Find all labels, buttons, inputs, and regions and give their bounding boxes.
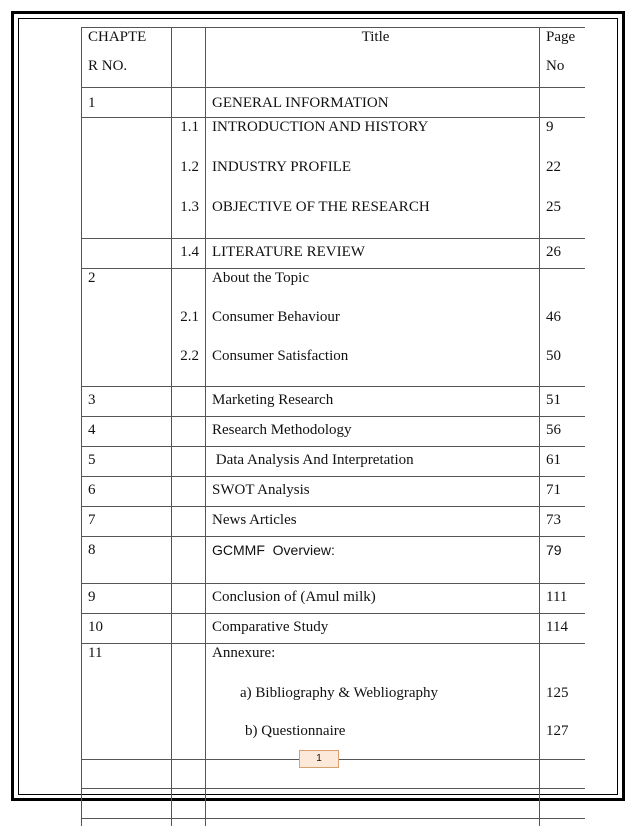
table-row bbox=[82, 477, 586, 507]
page-number: 26 bbox=[540, 239, 586, 269]
chapter-title: Marketing Research bbox=[206, 387, 540, 417]
table-row bbox=[82, 417, 586, 447]
chapter-no-header: CHAPTE R NO. bbox=[82, 28, 172, 88]
chapter-number: 2 bbox=[82, 269, 172, 387]
page-number: 114 bbox=[540, 614, 586, 644]
page-number: 111 bbox=[540, 584, 586, 614]
chapter-title: GENERAL INFORMATION bbox=[206, 88, 540, 118]
chapter-number: 1 bbox=[82, 88, 172, 118]
table-row bbox=[82, 789, 586, 819]
table-row bbox=[82, 447, 586, 477]
table-row bbox=[82, 88, 586, 118]
table-row bbox=[82, 537, 586, 584]
chapter-title: About the Topic Consumer Behaviour Consumer Satisfaction bbox=[206, 269, 540, 387]
page-number: 61 bbox=[540, 447, 586, 477]
chapter-number: 8 bbox=[82, 537, 172, 584]
section-number bbox=[172, 477, 206, 507]
section-number bbox=[172, 387, 206, 417]
section-header bbox=[172, 28, 206, 88]
chapter-title: Research Methodology bbox=[206, 417, 540, 447]
page-number: 73 bbox=[540, 507, 586, 537]
section-number bbox=[172, 88, 206, 118]
section-number bbox=[172, 584, 206, 614]
page-number: 51 bbox=[540, 387, 586, 417]
chapter-number: 6 bbox=[82, 477, 172, 507]
chapter-number: 3 bbox=[82, 387, 172, 417]
chapter-title: Annexure: a) Bibliography & Webliography b) Questionnaire bbox=[206, 644, 540, 760]
chapter-number: 4 bbox=[82, 417, 172, 447]
section-number bbox=[172, 417, 206, 447]
chapter-title: LITERATURE REVIEW bbox=[206, 239, 540, 269]
chapter-title: SWOT Analysis bbox=[206, 477, 540, 507]
table-row bbox=[82, 507, 586, 537]
page-number: 125 127 bbox=[540, 644, 586, 760]
chapter-title: Comparative Study bbox=[206, 614, 540, 644]
table-row bbox=[82, 118, 586, 239]
page-number: 71 bbox=[540, 477, 586, 507]
section-number: 2.1 2.2 bbox=[172, 269, 206, 387]
chapter-title: News Articles bbox=[206, 507, 540, 537]
section-number bbox=[172, 644, 206, 760]
page-number bbox=[540, 88, 586, 118]
chapter-number bbox=[82, 239, 172, 269]
title-header: Title bbox=[206, 28, 540, 88]
page-no-header: Page No bbox=[540, 28, 586, 88]
table-of-contents bbox=[81, 27, 585, 826]
section-number bbox=[172, 614, 206, 644]
table-row bbox=[82, 819, 586, 826]
page-number: 46 50 bbox=[540, 269, 586, 387]
chapter-title: INTRODUCTION AND HISTORY INDUSTRY PROFILE OBJECTIVE OF THE RESEARCH bbox=[206, 118, 540, 239]
chapter-number: 7 bbox=[82, 507, 172, 537]
chapter-number bbox=[82, 118, 172, 239]
table-row bbox=[82, 614, 586, 644]
chapter-number: 10 bbox=[82, 614, 172, 644]
toc-table bbox=[81, 27, 585, 826]
page-number-badge: 1 bbox=[299, 750, 339, 768]
section-number: 1.4 bbox=[172, 239, 206, 269]
toc-header-row bbox=[82, 28, 586, 88]
table-row bbox=[82, 584, 586, 614]
table-row bbox=[82, 644, 586, 760]
chapter-title: Data Analysis And Interpretation bbox=[206, 447, 540, 477]
page-number: 56 bbox=[540, 417, 586, 447]
page-number: 79 bbox=[540, 537, 586, 584]
chapter-title: GCMMF Overview: bbox=[206, 537, 540, 584]
section-number: 1.1 1.2 1.3 bbox=[172, 118, 206, 239]
table-row bbox=[82, 387, 586, 417]
chapter-number: 11 bbox=[82, 644, 172, 760]
table-row bbox=[82, 239, 586, 269]
chapter-number: 9 bbox=[82, 584, 172, 614]
table-row bbox=[82, 269, 586, 387]
section-number bbox=[172, 447, 206, 477]
chapter-title: Conclusion of (Amul milk) bbox=[206, 584, 540, 614]
section-number bbox=[172, 537, 206, 584]
chapter-number: 5 bbox=[82, 447, 172, 477]
section-number bbox=[172, 507, 206, 537]
page-number: 9 22 25 bbox=[540, 118, 586, 239]
